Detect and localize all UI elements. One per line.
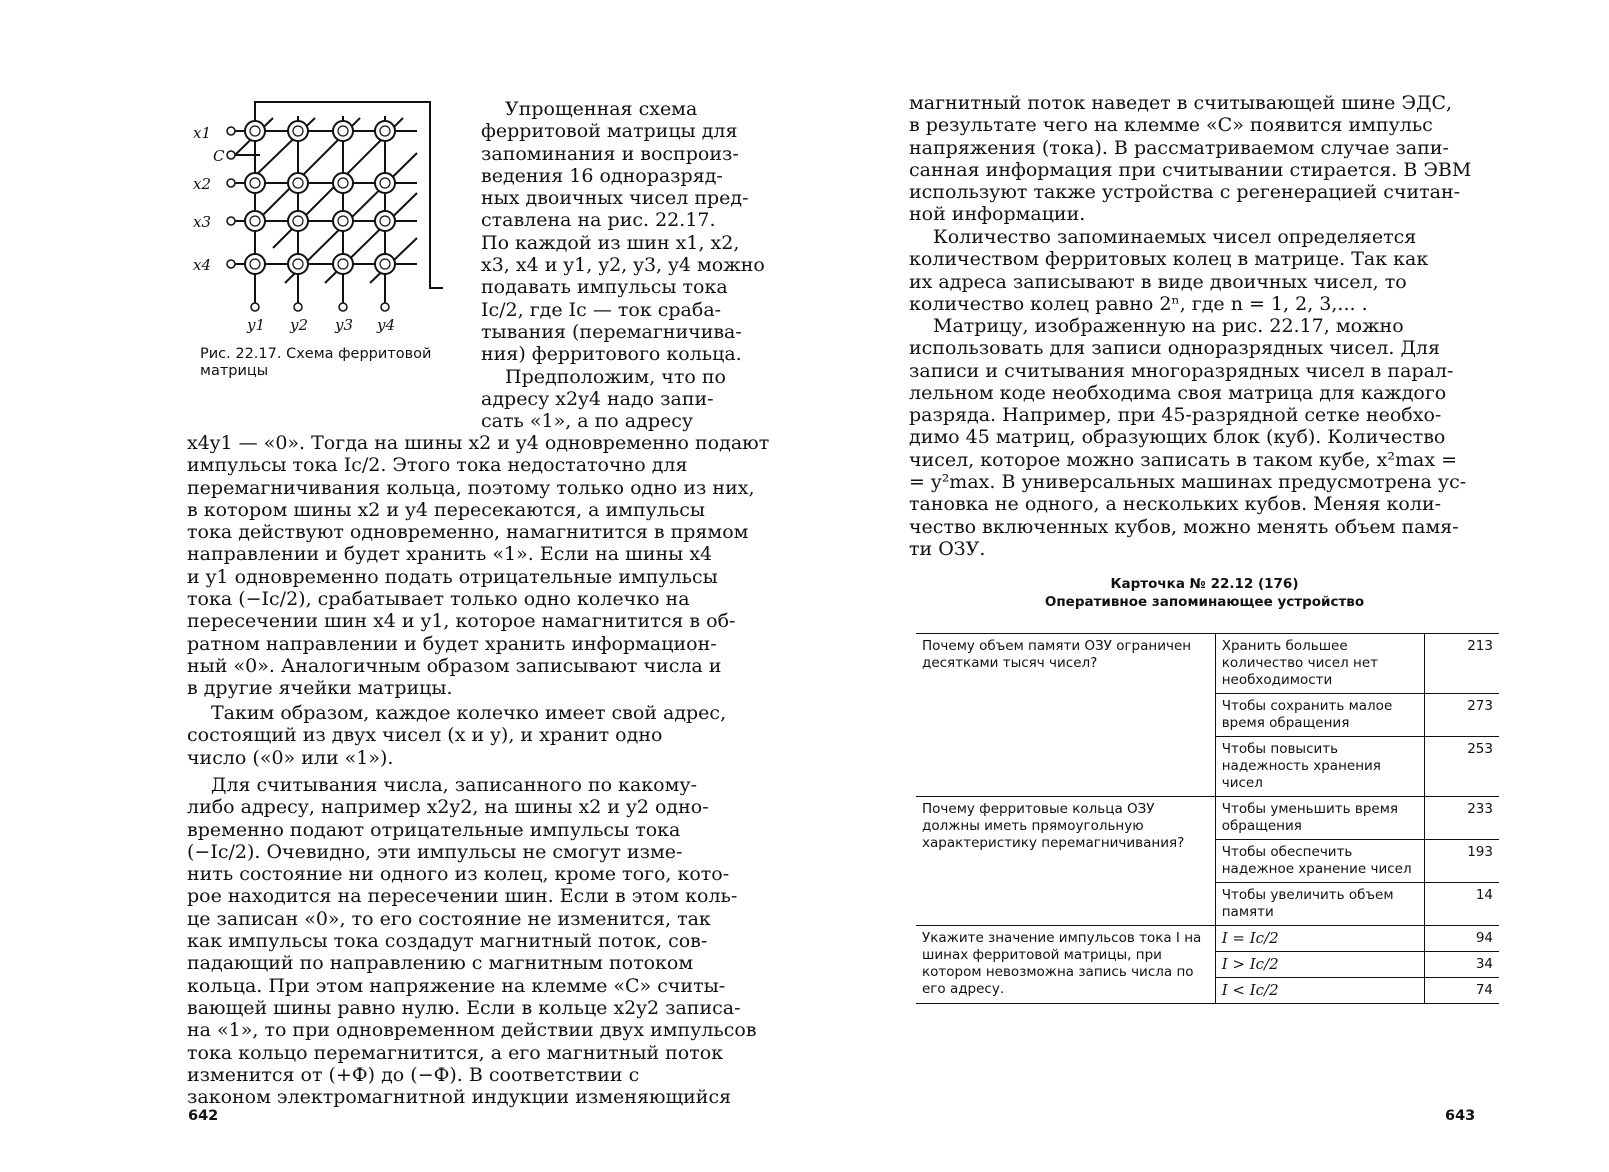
text-line: либо адресу, например x2y2, на шины x2 и y2 одно- <box>187 796 709 819</box>
text-line: магнитный поток наведет в считывающей шине ЭДС, <box>909 92 1453 114</box>
card-answer-code: 94 <box>1424 926 1499 952</box>
card-answer-code: 74 <box>1424 978 1499 1004</box>
card-answer: I < Ic/2 <box>1215 978 1424 1004</box>
page-number-left: 642 <box>188 1108 219 1124</box>
card-answer-code: 14 <box>1424 883 1499 926</box>
text-line: количество колец равно 2ⁿ, где n = 1, 2, 3,... . <box>909 292 1368 315</box>
text-line: (−Ic/2). Очевидно, эти импульсы не смогут изме- <box>187 840 683 863</box>
text-line: и y1 одновременно подать отрицательные импульсы <box>187 565 718 588</box>
text-line: ния) ферритового кольца. <box>481 343 742 366</box>
text-line: пересечении шин x4 и y1, которое намагнитится в об- <box>187 610 736 633</box>
text-line: це записан «0», то его состояние не изменится, так <box>187 907 711 930</box>
column-labels <box>246 316 395 334</box>
text-line: записи и считывания многоразрядных чисел в парал- <box>909 359 1454 382</box>
text-line: количеством ферритовых колец в матрице. Так как <box>909 248 1429 271</box>
card-title: Карточка № 22.12 (176) <box>1110 576 1299 592</box>
text-line: временно подают отрицательные импульсы тока <box>187 818 681 841</box>
text-line: использовать для записи одноразрядных чисел. Для <box>909 337 1440 360</box>
text-line: ратном направлении и будет хранить информацион- <box>187 632 717 655</box>
card-row <box>916 797 1499 840</box>
ferrite-matrix-figure <box>185 98 455 348</box>
left-page <box>0 0 800 1172</box>
col-label-y1: y1 <box>247 316 266 334</box>
text-line: ведения 16 одноразряд- <box>481 164 723 187</box>
row-label-c: C <box>213 147 225 165</box>
text-line: тановка не одного, а нескольких кубов. Меняя коли- <box>909 493 1442 516</box>
text-line: ставлена на рис. 22.17. <box>481 209 716 232</box>
text-line: подавать импульсы тока <box>481 276 728 299</box>
card-answer-code: 273 <box>1424 694 1499 737</box>
text-line: сать «1», а по адресу <box>481 410 694 433</box>
text-line: Упрощенная схема <box>505 98 698 120</box>
paragraph-count <box>909 226 1469 315</box>
text-line: санная информация при считывании стирается. В ЭВМ <box>909 158 1472 181</box>
text-line: тывания (перемагничива- <box>481 320 742 343</box>
card-answer: I > Ic/2 <box>1215 952 1424 978</box>
card-heading <box>800 575 1609 611</box>
row-label-x3: x3 <box>193 213 212 231</box>
text-line: как импульсы тока создадут магнитный поток, сов- <box>187 930 708 953</box>
figure-caption: Рис. 22.17. Схема ферритовой матрицы <box>200 346 432 379</box>
card-question: Почему ферритовые кольца ОЗУ должны иметь прямоугольную характеристику перемагничивания? <box>916 797 1215 926</box>
text-line: чество включенных кубов, можно менять объем памя- <box>909 515 1459 538</box>
text-line: состоящий из двух чисел (x и y), и хранит одно <box>187 724 663 747</box>
card-answer-code: 34 <box>1424 952 1499 978</box>
paragraph-induction <box>909 92 1472 226</box>
card-answer: Чтобы обеспечить надежное хранение чисел <box>1215 840 1424 883</box>
text-line: на «1», то при одновременном действии двух импульсов <box>187 1019 757 1042</box>
text-line: их адреса записывают в виде двоичных чисел, то <box>909 270 1407 293</box>
text-line: адресу x2y4 надо запи- <box>481 387 714 410</box>
text-line: Ic/2, где Ic — ток сраба- <box>481 298 722 321</box>
card-answer: Чтобы увеличить объем памяти <box>1215 883 1424 926</box>
text-line: тока действуют одновременно, намагнитится в прямом <box>187 521 749 544</box>
card-answer-code: 193 <box>1424 840 1499 883</box>
row-label-x2: x2 <box>193 175 212 193</box>
text-line: в другие ячейки матрицы. <box>187 677 453 700</box>
row-label-x4: x4 <box>193 256 212 274</box>
text-line: Предположим, что по <box>505 365 726 388</box>
card-answer-code: 253 <box>1424 737 1499 797</box>
text-line: в результате чего на клемме «С» появится импульс <box>909 114 1433 137</box>
card-answer: Чтобы сохранить малое время обращения <box>1215 694 1424 737</box>
col-label-y4: y4 <box>377 316 396 334</box>
card-answer: I = Ic/2 <box>1215 926 1424 952</box>
card-answer-code: 213 <box>1424 634 1499 694</box>
card-answer-code: 233 <box>1424 797 1499 840</box>
text-line: x4y1 — «0». Тогда на шины x2 и y4 одновременно подают <box>187 432 770 454</box>
text-line: Для считывания числа, записанного по какому- <box>211 774 697 796</box>
col-label-y2: y2 <box>290 316 309 334</box>
text-line: ной информации. <box>909 203 1086 226</box>
paragraph-address <box>187 702 743 769</box>
text-line: падающий по направлению с магнитным потоком <box>187 952 694 975</box>
text-line: напряжения (тока). В рассматриваемом случае запи- <box>909 136 1449 159</box>
paragraph-write <box>187 432 770 700</box>
text-line: Таким образом, каждое колечко имеет свой адрес, <box>211 702 727 724</box>
card-row <box>916 926 1499 952</box>
card-row <box>916 634 1499 694</box>
text-line: нить состояние ни одного из колец, кроме того, кото- <box>187 863 730 886</box>
text-line: тока (−Ic/2), срабатывает только одно колечко на <box>187 588 690 611</box>
card-answer: Чтобы уменьшить время обращения <box>1215 797 1424 840</box>
col-label-y3: y3 <box>335 316 354 334</box>
card-table <box>916 633 1499 1004</box>
text-line: запоминания и воспроиз- <box>481 142 739 165</box>
text-line: лельном коде необходима своя матрица для каждого <box>909 381 1447 404</box>
paragraph-read <box>187 774 757 1109</box>
text-line: ных двоичных чисел пред- <box>481 187 749 210</box>
card-question: Почему объем памяти ОЗУ ограничен десятками тысяч чисел? <box>916 634 1215 797</box>
text-line: ферритовой матрицы для <box>481 120 738 143</box>
card-question: Укажите значение импульсов тока I на шинах ферритовой матрицы, при котором невозможна запись числа по его адресу. <box>916 926 1215 1004</box>
text-line: рое находится на пересечении шин. Если в этом коль- <box>187 885 738 908</box>
text-line: изменится от (+Ф) до (−Ф). В соответствии с <box>187 1063 640 1086</box>
text-line: вающей шины равно нулю. Если в кольце x2y2 записа- <box>187 996 741 1019</box>
text-line: импульсы тока Ic/2. Этого тока недостаточно для <box>187 454 688 477</box>
card-answer: Хранить большее количество чисел нет необходимости <box>1215 634 1424 694</box>
text-line: используют также устройства с регенерацией считан- <box>909 181 1461 204</box>
text-line: димо 45 матриц, образующих блок (куб). Количество <box>909 426 1446 449</box>
card-subtitle: Оперативное запоминающее устройство <box>1044 594 1365 610</box>
text-line: законом электромагнитной индукции изменяющийся <box>187 1086 732 1109</box>
text-line: перемагничивания кольца, поэтому только одно из них, <box>187 476 755 499</box>
text-line: тока кольцо перемагнитится, а его магнитный поток <box>187 1041 724 1064</box>
text-line: x3, x4 и y1, y2, y3, y4 можно <box>481 254 765 277</box>
paragraph-multibit <box>909 315 1469 560</box>
ferrite-matrix-diagram <box>185 98 455 348</box>
paragraph-intro <box>481 98 765 433</box>
text-line: число («0» или «1»). <box>187 746 394 769</box>
card-answer: Чтобы повысить надежность хранения чисел <box>1215 737 1424 797</box>
text-line: направлении и будет хранить «1». Если на шины x4 <box>187 543 713 566</box>
text-line: Матрицу, изображенную на рис. 22.17, можно <box>933 315 1404 337</box>
text-line: кольца. При этом напряжение на клемме «С» считы- <box>187 974 726 997</box>
row-label-x1: x1 <box>193 124 212 142</box>
text-line: Количество запоминаемых чисел определяется <box>933 226 1417 248</box>
text-line: По каждой из шин x1, x2, <box>481 231 740 254</box>
text-line: = y²max. В универсальных машинах предусмотрена ус- <box>909 471 1467 494</box>
page-number-right: 643 <box>1445 1108 1476 1124</box>
text-line: чисел, которое можно записать в таком кубе, x²max = <box>909 448 1458 471</box>
text-line: в котором шины x2 и y4 пересекаются, а импульсы <box>187 498 705 521</box>
text-line: ти ОЗУ. <box>909 537 986 560</box>
row-labels <box>193 124 225 274</box>
text-line: ный «0». Аналогичным образом записывают числа и <box>187 654 722 677</box>
text-line: разряда. Например, при 45-разрядной сетке необхо- <box>909 404 1442 427</box>
